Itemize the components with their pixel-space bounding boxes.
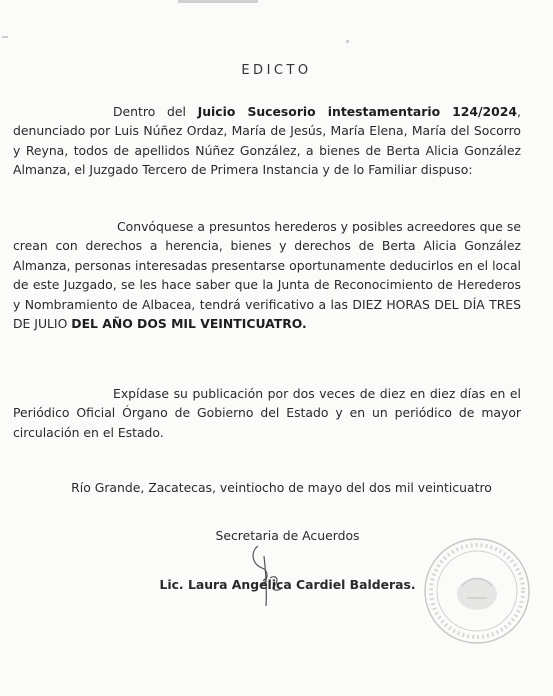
official-seal <box>422 536 532 646</box>
scan-mark <box>178 0 258 3</box>
handwritten-signature <box>240 538 300 613</box>
intro-lead: Dentro del <box>113 104 198 119</box>
place-date-line: Río Grande, Zacatecas, veintiocho de mayo del dos mil veinticuatro <box>71 480 492 495</box>
intro-body: , denunciado por Luis Núñez Ordaz, María de Jesús, María Elena, María del Socorro y Reyna, todos de apellidos Núñez González, a bienes de Berta Alicia González Almanza, el Juzgado Tercero de Primera Instancia y de lo Familiar dispuso: <box>13 104 521 178</box>
signer-name: Lic. Laura Angélica Cardiel Balderas. <box>159 577 416 592</box>
case-reference: Juicio Sucesorio intestamentario 124/2024 <box>197 104 518 119</box>
summons-year: DEL AÑO DOS MIL VEINTICUATRO. <box>71 316 307 332</box>
document-title: EDICTO <box>241 63 312 78</box>
summons-paragraph <box>13 217 521 333</box>
intro-paragraph <box>13 102 521 180</box>
summons-body: Convóquese a presuntos herederos y posibles acreedores que se crean con derechos a herencia, bienes y derechos de Berta Alicia González Almanza, personas interesadas presentarse oportunamente deducirlos en el local de este Juzgado, se les hace saber que la Junta de Reconocimiento de Herederos y Nombramiento de Albacea, tendrá verificativo a las DIEZ HORAS DEL DÍA TRES DE JULIO <box>13 219 521 332</box>
publication-paragraph: Expídase su publicación por dos veces de diez en diez días en el Periódico Oficial Órgano de Gobierno del Estado y en un periódico de mayor circulación en el Estado. <box>13 386 521 440</box>
scan-mark <box>2 36 8 38</box>
scan-mark <box>346 40 349 43</box>
secretary-title: Secretaria de Acuerdos <box>215 528 360 543</box>
